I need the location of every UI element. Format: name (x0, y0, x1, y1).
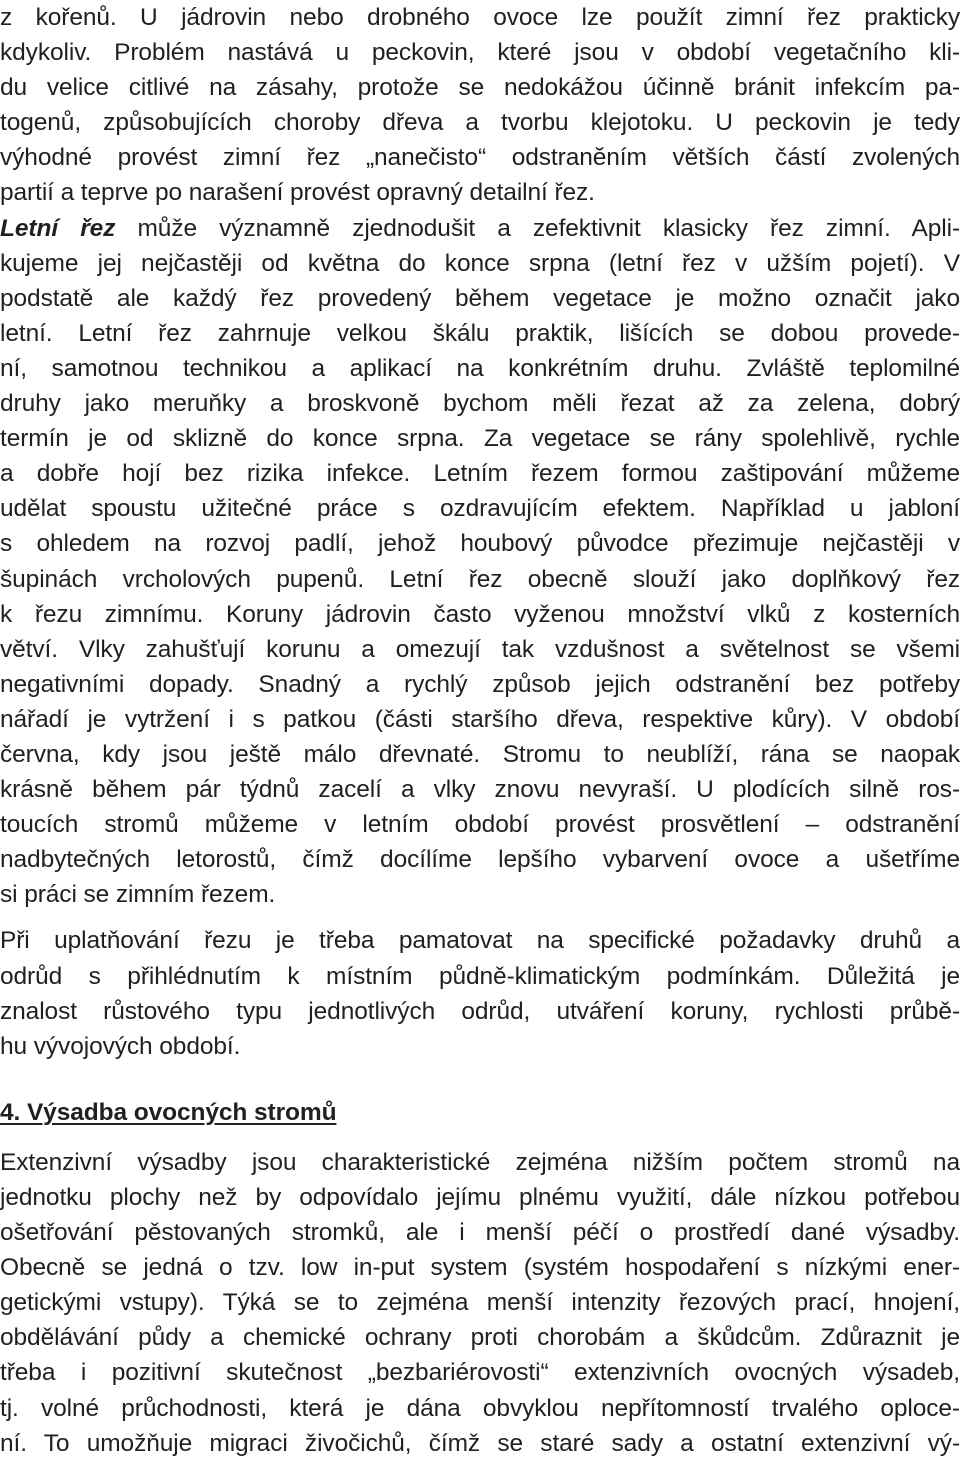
text-line: nářadí je vytržení i s patkou (části staršího dřeva, respektive kůry). V období (0, 705, 960, 733)
paragraph-spacer (0, 912, 960, 923)
text-line: k řezu zimnímu. Koruny jádrovin často vyženou množství vlků z kosterních (0, 600, 960, 628)
text-line: ní, samotnou technikou a aplikací na konkrétním druhu. Zvláště teplomilné (0, 354, 960, 382)
text-line: nadbytečných letorostů, čímž docílíme lepšího vybarvení ovoce a ušetříme (0, 846, 960, 874)
term-summer-pruning: Letní řez (0, 214, 116, 242)
text-line: getickými vstupy). Týká se to zejména menší intenzity řezových prací, hnojení, (0, 1289, 960, 1317)
text-line: termín je od sklizně do konce srpna. Za vegetace se rány spolehlivě, rychle (0, 425, 960, 453)
text-line: kujeme jej nejčastěji od května do konce srpna (letní řez v užším pojetí). V (0, 249, 960, 277)
text-line: výhodné provést zimní řez „nanečisto“ odstranĕním větších částí zvolených (0, 144, 960, 172)
text-line: šupinách vrcholových pupenů. Letní řez obecně slouží jako doplňkový řez (0, 565, 960, 593)
text-line: třeba i pozitivní skutečnost „bezbariérovosti“ extenzivních ovocných výsadeb, (0, 1359, 960, 1387)
text-line: krásně během pár týdnů zacelí a vlky znovu nevyraší. U plodících silně ros- (0, 776, 960, 804)
paragraph-extensive-orchards (0, 1145, 960, 1461)
text-line: kdykoliv. Problém nastává u peckovin, které jsou v období vegetačního kli- (0, 39, 960, 67)
text-line: du velice citlivé na zásahy, protože se nedokážou účinně bránit infekcím pa- (0, 74, 960, 102)
text-line: obdělávání půdy a chemické ochrany proti chorobám a škůdcům. Zdůraznit je (0, 1324, 960, 1352)
text-line: Obecně se jedná o tzv. low in-put system (systém hospodaření s nízkými ener- (0, 1254, 960, 1282)
text-line: ní. To umožňuje migraci živočichů, čímž se staré sady a ostatní extenzivní vý- (0, 1429, 960, 1457)
text-line-with-term (0, 211, 960, 246)
text-line: jednotku plochy než by odpovídalo jejímu plnému využití, dále nízkou potřebou (0, 1184, 960, 1211)
text-line: druhy jako meruňky a broskvoně bychom měli řezat až za zelena, dobrý (0, 390, 960, 418)
text-line: toucích stromů můžeme v letním období provést prosvětlení – odstranění (0, 811, 960, 839)
text-fragment: může významně zjednodušit a zefektivnit klasicky řez zimní. Apli- (115, 214, 960, 242)
paragraph-pruning-requirements (0, 923, 960, 1063)
text-line: znalost růstového typu jednotlivých odrůd, utváření koruny, rychlosti průbě- (0, 997, 960, 1025)
text-line: ošetřování pěstovaných stromků, ale i menší péčí o prostředí dané výsadby. (0, 1219, 960, 1247)
text-line: června, kdy jsou ještě málo dřevnaté. Stromu to neublíží, rána se naopak (0, 740, 960, 768)
heading-spacer (0, 1130, 960, 1145)
text-line: udělat spoustu užitečné práce s ozdravujícím efektem. Například u jabloní (0, 495, 960, 523)
text-line: si práci se zimním řezem. (0, 881, 276, 909)
text-line: letní. Letní řez zahrnuje velkou škálu praktik, lišících se dobou provede- (0, 319, 960, 347)
text-line: větví. Vlky zahušťují korunu a omezují tak vzdušnost a světelnost se všemi (0, 635, 960, 663)
text-line: a dobře hojí bez rizika infekce. Letním řezem formou zaštipování můžeme (0, 460, 960, 488)
text-line: z kořenů. U jádrovin nebo drobného ovoce lze použít zimní řez prakticky (0, 4, 960, 31)
text-line: odrůd s přihlédnutím k místním půdně-klimatickým podmínkám. Důležitá je (0, 962, 960, 990)
text-line: podstatě ale každý řez provedený během vegetace je možno označit jako (0, 284, 960, 312)
text-line: togenů, způsobujících choroby dřeva a tvorbu klejotoku. U peckovin je tedy (0, 109, 960, 137)
text-line: negativními dopady. Snadný a rychlý způsob jejich odstranění bez potřeby (0, 670, 960, 698)
text-line: s ohledem na rozvoj padlí, jehož houbový původce přezimuje nejčastěji v (0, 530, 960, 558)
text-line: partií a teprve po narašení provést opravný detailní řez. (0, 179, 595, 207)
text-line: Extenzivní výsadby jsou charakteristické zejména nižším počtem stromů na (0, 1148, 960, 1176)
paragraph-summer-pruning (0, 211, 960, 913)
paragraph-winter-pruning (0, 0, 960, 211)
section-spacer (0, 1064, 960, 1095)
section-heading: 4. Výsadba ovocných stromů (0, 1098, 337, 1126)
text-line: hu vývojových období. (0, 1032, 241, 1060)
text-line: Při uplatňování řezu je třeba pamatovat na specifické požadavky druhů a (0, 927, 960, 955)
text-line: tj. volné průchodnosti, která je dána obvyklou nepřítomností trvalého oploce- (0, 1394, 960, 1422)
